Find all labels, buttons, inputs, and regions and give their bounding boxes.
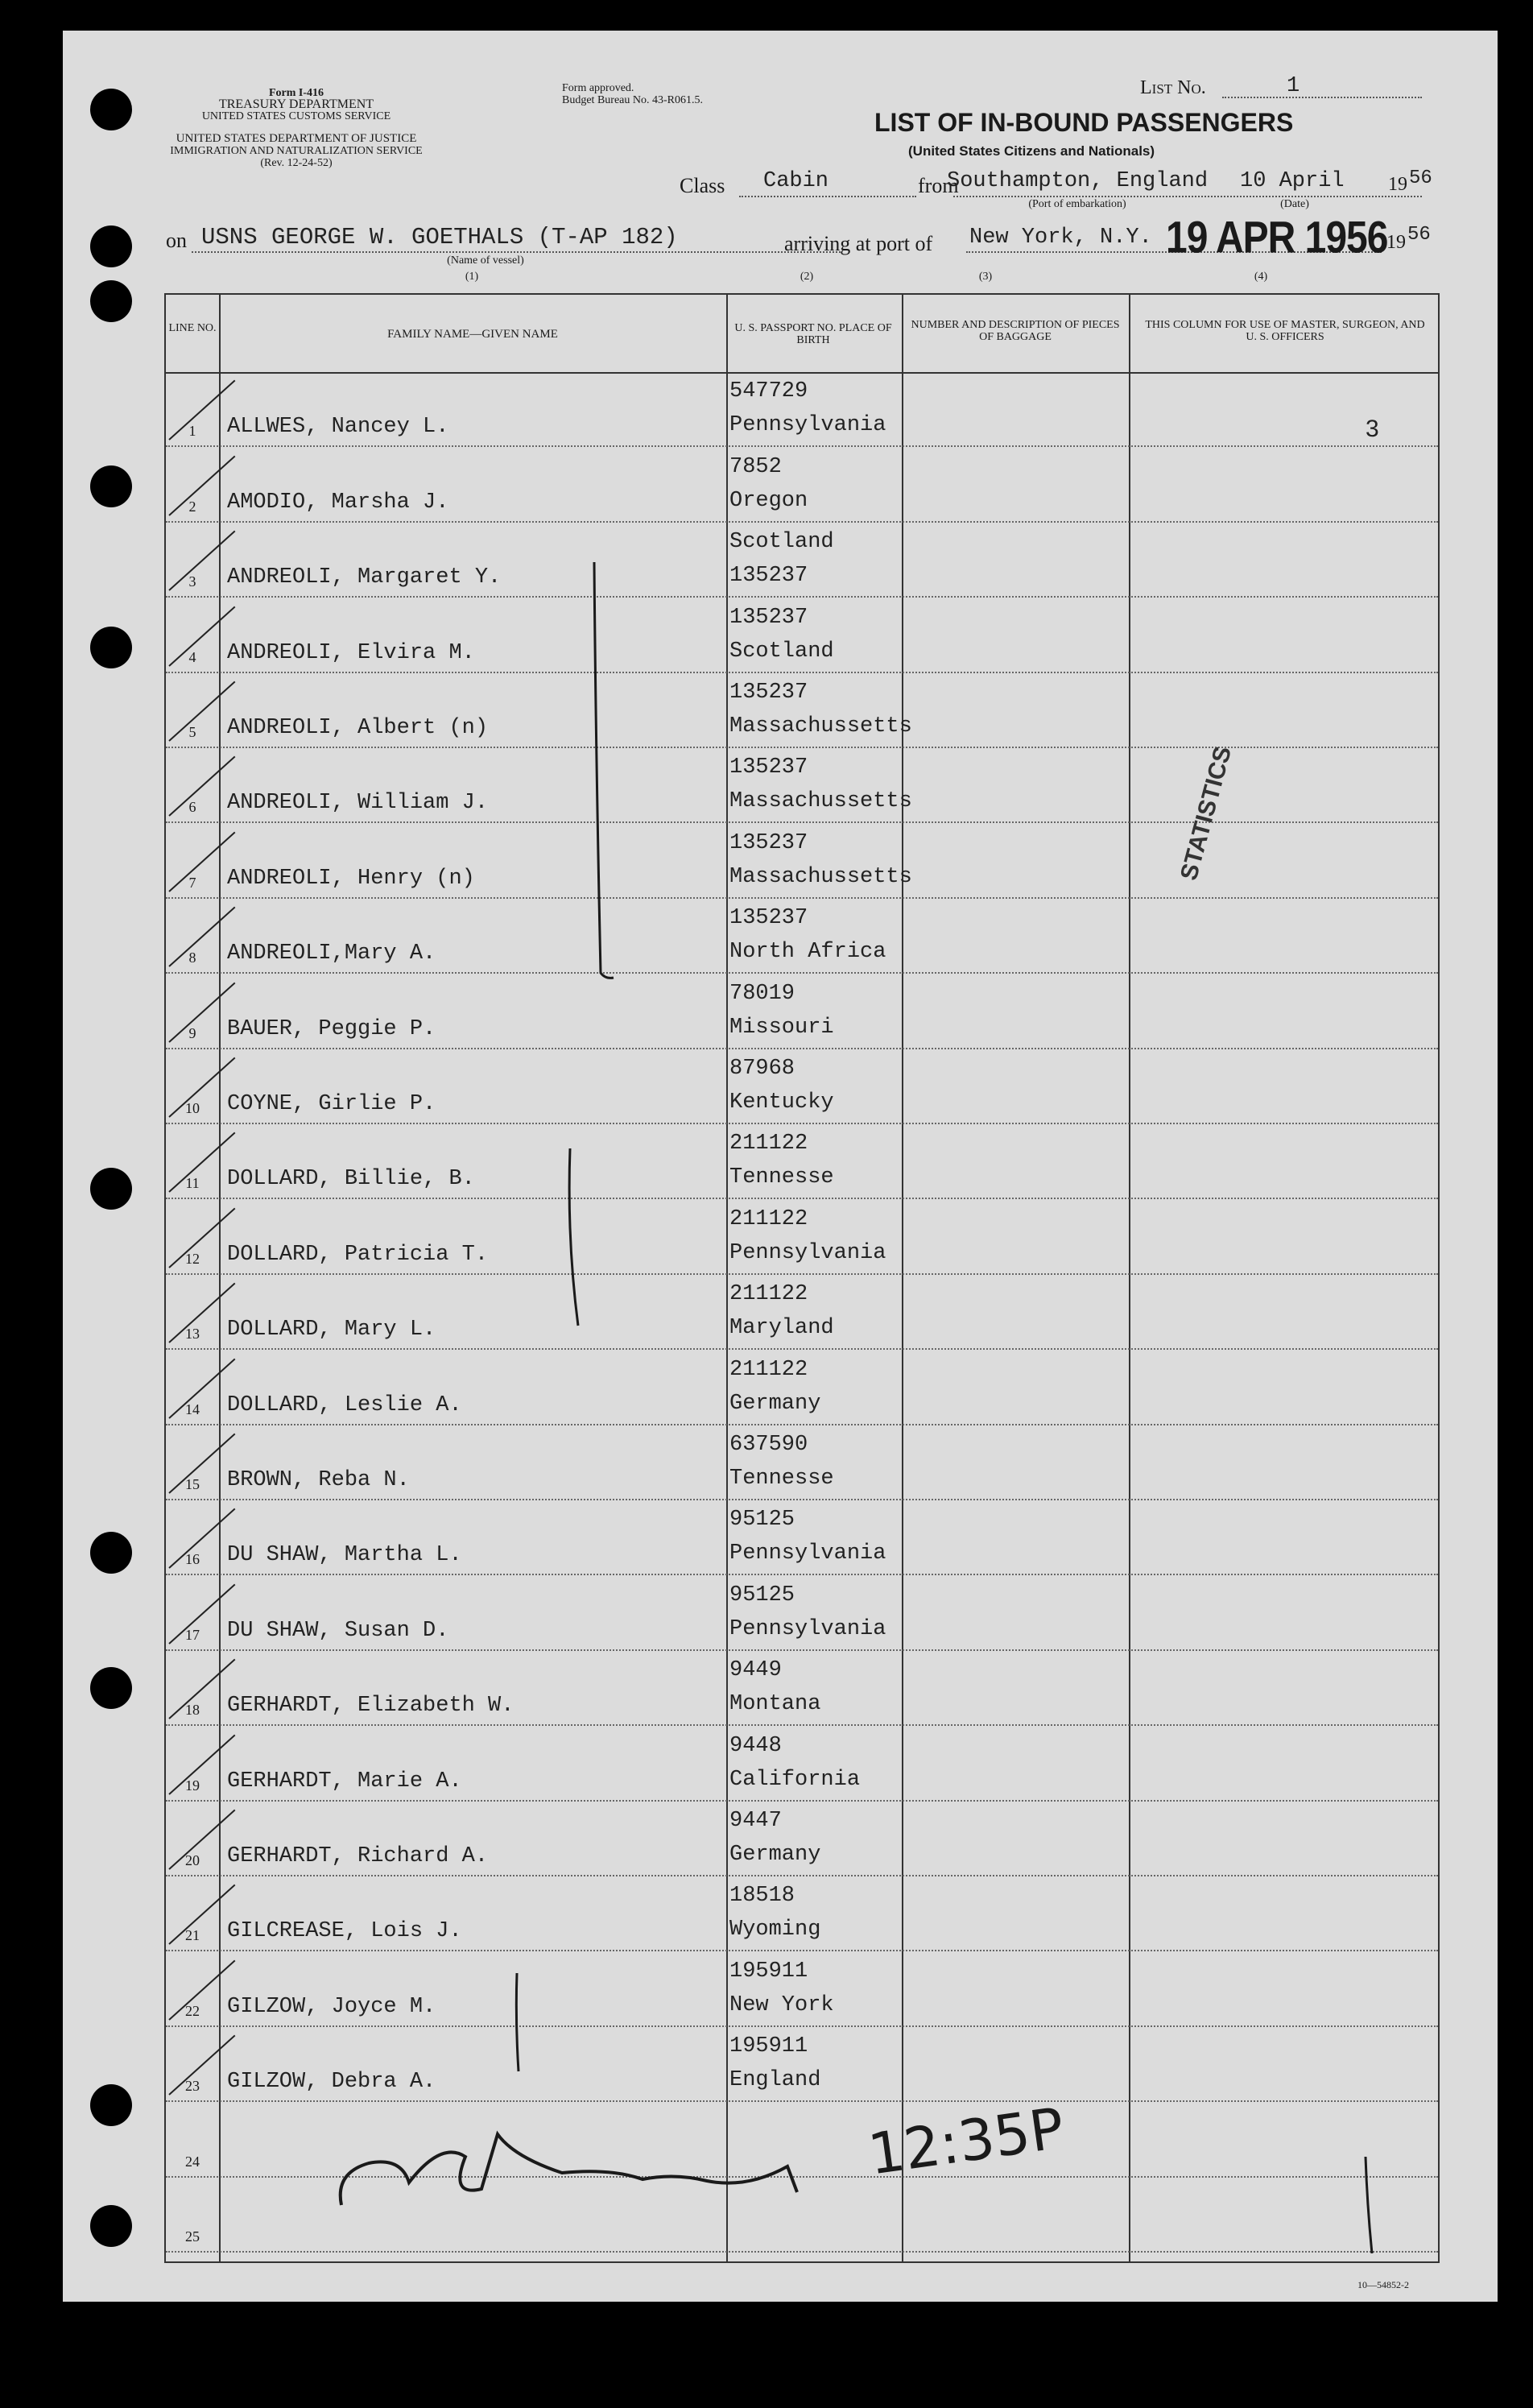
binder-hole	[90, 225, 132, 267]
passport-number: 195911	[729, 2034, 808, 2059]
binder-hole	[90, 2084, 132, 2126]
header-line-no: LINE NO.	[168, 322, 217, 334]
place-of-birth: Pennsylvania	[729, 1240, 886, 1265]
passport-number: 135237	[729, 755, 808, 780]
place-of-birth: 135237	[729, 564, 808, 589]
header-passport: U. S. PASSPORT NO. PLACE OF BIRTH	[734, 322, 892, 346]
passenger-name: ALLWES, Nancey L.	[227, 415, 449, 440]
place-of-birth: Pennsylvania	[729, 1541, 886, 1566]
passport-number: 87968	[729, 1057, 795, 1081]
line-number: 22	[185, 2002, 200, 2019]
passenger-name: DOLLARD, Billie, B.	[227, 1167, 475, 1192]
place-of-birth: Montana	[729, 1692, 821, 1717]
date-value: 10 April	[1240, 169, 1345, 193]
col2-label: (2)	[800, 271, 814, 283]
passenger-name: DOLLARD, Leslie A.	[227, 1392, 462, 1417]
place-of-birth: Wyoming	[729, 1918, 821, 1943]
binder-hole	[90, 1667, 132, 1709]
passenger-name: ANDREOLI, Albert (n)	[227, 716, 489, 740]
line-number: 16	[185, 1551, 200, 1568]
place-of-birth: Pennsylvania	[729, 1616, 886, 1641]
line-number: 21	[185, 1927, 200, 1944]
passenger-name: ANDREOLI, William J.	[227, 791, 489, 816]
place-of-birth: Massachussetts	[729, 789, 912, 814]
revision: (Rev. 12-24-52)	[260, 157, 333, 169]
passport-number: 195911	[729, 1959, 808, 1984]
binder-hole	[90, 1532, 132, 1574]
line-number: 24	[185, 2153, 200, 2170]
vessel-name: USNS GEORGE W. GOETHALS (T-AP 182)	[201, 224, 678, 250]
class-label: Class	[680, 174, 725, 197]
line-number: 7	[188, 874, 196, 891]
form-footer: 10—54852-2	[1357, 2279, 1409, 2290]
arriving-label: arriving at port of	[784, 232, 933, 255]
place-of-birth: Tennesse	[729, 1467, 834, 1491]
line-number: 23	[185, 2078, 200, 2095]
signature	[341, 2134, 797, 2205]
passenger-name: GILZOW, Joyce M.	[227, 1994, 436, 2019]
passenger-name: GERHARDT, Richard A.	[227, 1844, 489, 1868]
vessel-caption: (Name of vessel)	[447, 254, 524, 267]
passport-number: 547729	[729, 379, 808, 404]
line-number: 13	[185, 1326, 200, 1343]
year-value: 56	[1409, 168, 1432, 189]
binder-hole	[90, 2205, 132, 2247]
line-number: 15	[185, 1476, 200, 1492]
arrival-port: New York, N.Y.	[969, 225, 1152, 250]
place-of-birth: New York	[729, 1992, 834, 2017]
place-of-birth: Scotland	[729, 639, 834, 664]
date-caption: (Date)	[1280, 198, 1309, 210]
line-number: 1	[188, 423, 196, 440]
place-of-birth: Massachussetts	[729, 864, 912, 889]
passport-number: 135237	[729, 605, 808, 630]
arrival-year-value: 56	[1407, 224, 1431, 246]
handwriting-layer	[63, 31, 1498, 2302]
document-title: LIST OF IN-BOUND PASSENGERS	[874, 108, 1294, 137]
passenger-name: ANDREOLI, Henry (n)	[227, 866, 475, 891]
passenger-name: DOLLARD, Patricia T.	[227, 1242, 489, 1267]
line-number: 9	[188, 1024, 196, 1041]
passenger-name: GERHARDT, Marie A.	[227, 1769, 462, 1794]
on-label: on	[166, 229, 187, 252]
treasury-dept: TREASURY DEPARTMENT	[218, 97, 374, 111]
line-number: 18	[185, 1702, 200, 1719]
binder-hole	[90, 89, 132, 130]
binder-hole	[90, 627, 132, 668]
col3-label: (3)	[978, 271, 993, 283]
binder-hole	[90, 465, 132, 507]
ins-service: IMMIGRATION AND NATURALIZATION SERVICE	[170, 145, 423, 157]
passenger-name: GERHARDT, Elizabeth W.	[227, 1694, 514, 1719]
manifest-page	[63, 31, 1498, 2302]
year-prefix: 19	[1388, 174, 1407, 195]
port-caption: (Port of embarkation)	[1028, 198, 1126, 210]
from-label: from	[918, 174, 959, 197]
passport-number: 135237	[729, 906, 808, 931]
list-no-label: List No.	[1140, 77, 1206, 98]
line-number: 25	[185, 2228, 200, 2245]
place-of-birth: Maryland	[729, 1316, 834, 1341]
line-number: 8	[188, 950, 196, 966]
budget-bureau: Budget Bureau No. 43-R061.5.	[562, 94, 703, 106]
line-number: 14	[185, 1401, 200, 1417]
passport-number: 95125	[729, 1583, 795, 1607]
line-number: 6	[188, 799, 196, 816]
passenger-name: BROWN, Reba N.	[227, 1468, 410, 1492]
time-annotation: 12:35P	[864, 2095, 1068, 2188]
passport-number: 135237	[729, 830, 808, 855]
bracket-marks	[516, 562, 1372, 2253]
passenger-name: ANDREOLI, Margaret Y.	[227, 565, 502, 590]
header-officers: THIS COLUMN FOR USE OF MASTER, SURGEON, AND U. S. OFFICERS	[1145, 319, 1425, 343]
line-number: 3	[188, 573, 196, 590]
passport-number: 78019	[729, 981, 795, 1006]
passport-number: 7852	[729, 454, 782, 479]
list-no-value: 1	[1287, 74, 1300, 98]
passport-number: 211122	[729, 1132, 808, 1156]
passport-number: 18518	[729, 1884, 795, 1909]
passport-number: 135237	[729, 681, 808, 705]
document-subtitle: (United States Citizens and Nationals)	[908, 143, 1155, 159]
passenger-name: AMODIO, Marsha J.	[227, 490, 449, 515]
line-number: 5	[188, 724, 196, 740]
place-of-birth: North Africa	[729, 940, 886, 965]
line-number: 12	[185, 1250, 200, 1267]
statistics-stamp: STATISTICS	[1176, 743, 1238, 883]
passenger-name: DOLLARD, Mary L.	[227, 1318, 436, 1343]
col4-label: (4)	[1254, 271, 1268, 283]
line-number: 10	[185, 1100, 200, 1116]
binder-hole	[90, 280, 132, 322]
passenger-name: ANDREOLI, Elvira M.	[227, 640, 475, 665]
place-of-birth: England	[729, 2068, 821, 2093]
passenger-name: BAUER, Peggie P.	[227, 1016, 436, 1041]
place-of-birth: Germany	[729, 1391, 821, 1416]
binder-hole	[90, 1168, 132, 1210]
passenger-name: GILCREASE, Lois J.	[227, 1919, 462, 1944]
passport-number: 9449	[729, 1658, 782, 1683]
place-of-birth: Missouri	[729, 1015, 834, 1040]
class-value: Cabin	[763, 169, 829, 193]
passport-number: Scotland	[729, 530, 834, 555]
col1-label: (1)	[465, 271, 479, 283]
officer-note: 3	[1366, 416, 1379, 442]
header-name: FAMILY NAME—GIVEN NAME	[387, 328, 558, 341]
passport-number: 211122	[729, 1357, 808, 1382]
place-of-birth: Pennsylvania	[729, 413, 886, 438]
line-number: 20	[185, 1852, 200, 1868]
passport-number: 95125	[729, 1508, 795, 1533]
passport-number: 211122	[729, 1282, 808, 1307]
place-of-birth: Oregon	[729, 488, 808, 513]
passenger-name: DU SHAW, Martha L.	[227, 1543, 462, 1568]
line-number: 17	[185, 1626, 200, 1643]
header-baggage: NUMBER AND DESCRIPTION OF PIECES OF BAGGAGE	[911, 319, 1120, 343]
line-number: 2	[188, 498, 196, 515]
place-of-birth: Kentucky	[729, 1090, 834, 1115]
passenger-name: DU SHAW, Susan D.	[227, 1618, 449, 1643]
passport-number: 9447	[729, 1809, 782, 1833]
place-of-birth: Tennesse	[729, 1165, 834, 1190]
line-number: 11	[185, 1175, 200, 1192]
passenger-name: ANDREOLI,Mary A.	[227, 941, 436, 966]
customs-service: UNITED STATES CUSTOMS SERVICE	[201, 110, 391, 122]
line-number: 19	[185, 1777, 200, 1794]
place-of-birth: Massachussetts	[729, 714, 912, 739]
place-of-birth: Germany	[729, 1843, 821, 1867]
passenger-name: COYNE, Girlie P.	[227, 1092, 436, 1116]
line-number: 4	[188, 648, 196, 665]
passport-number: 211122	[729, 1206, 808, 1231]
passport-number: 637590	[729, 1433, 808, 1457]
from-value: Southampton, England	[947, 169, 1209, 193]
arrival-date-stamp: 19 APR 1956	[1166, 213, 1388, 263]
form-approved: Form approved.	[562, 82, 634, 94]
arrival-year-prefix: 19	[1386, 232, 1406, 253]
justice-dept: UNITED STATES DEPARTMENT OF JUSTICE	[176, 132, 417, 145]
passenger-name: GILZOW, Debra A.	[227, 2070, 436, 2095]
place-of-birth: California	[729, 1767, 861, 1792]
passport-number: 9448	[729, 1733, 782, 1758]
form-number: Form I-416	[268, 87, 324, 99]
